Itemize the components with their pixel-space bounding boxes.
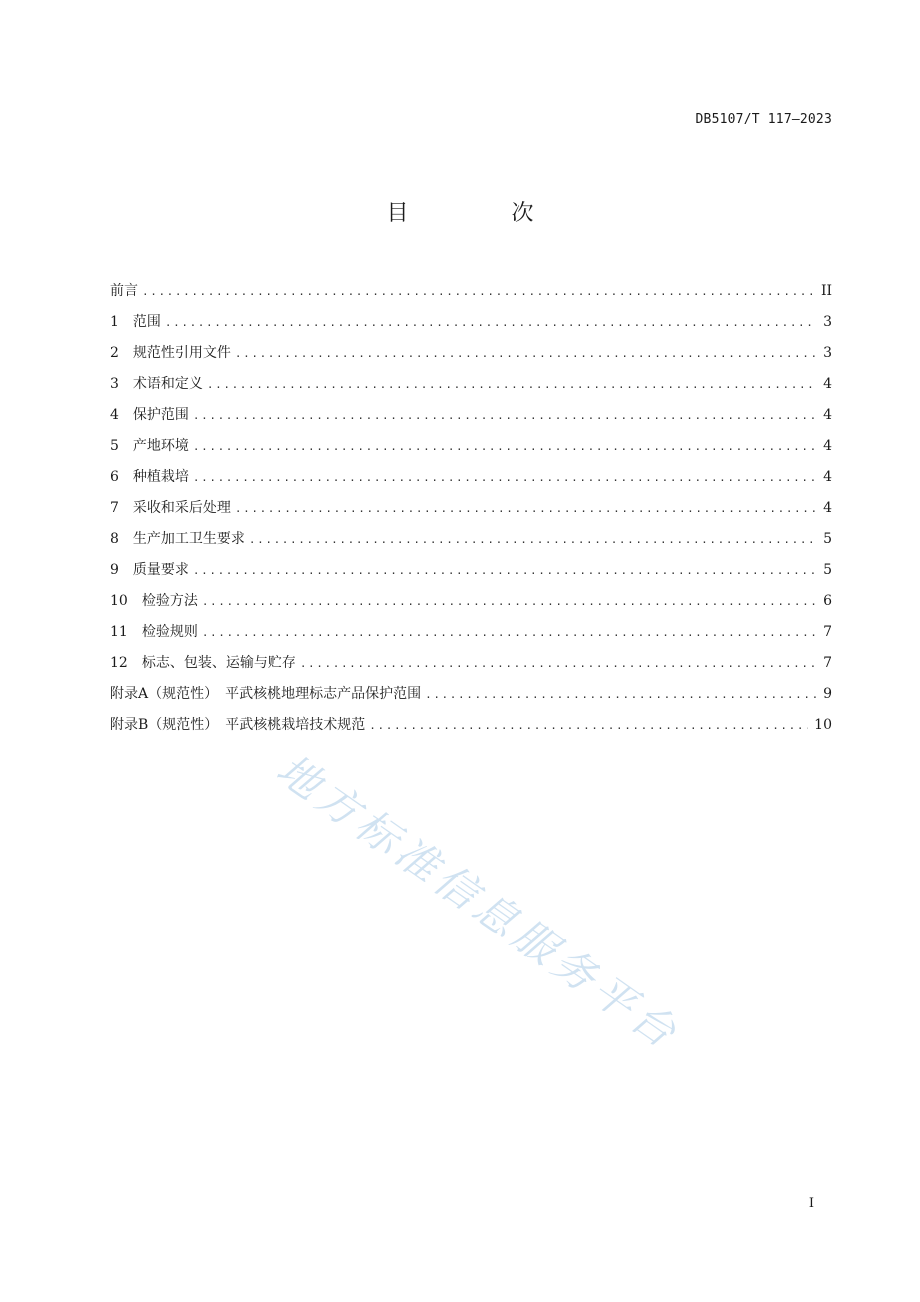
- toc-dot-leader: [193, 471, 816, 484]
- toc-entry-foreword[interactable]: [110, 280, 832, 311]
- toc-entry-label: 12 标志、包装、运输与贮存: [110, 655, 296, 671]
- toc-dot-leader: [235, 502, 816, 515]
- toc-dot-leader: [165, 316, 816, 329]
- table-of-contents: [110, 280, 832, 745]
- watermark-text: 地方标准信息服务平台: [267, 744, 690, 1060]
- toc-entry-page: 9: [823, 686, 832, 702]
- toc-entry-page: 10: [814, 717, 832, 733]
- toc-entry-9[interactable]: [110, 559, 832, 590]
- toc-entry-label: 9 质量要求: [110, 562, 189, 578]
- toc-entry-label: 附录A（规范性） 平武核桃地理标志产品保护范围: [110, 686, 422, 702]
- toc-entry-label: 1 范围: [110, 314, 161, 330]
- toc-entry-page: 4: [823, 407, 832, 423]
- toc-entry-12[interactable]: [110, 652, 832, 683]
- toc-entry-page: 5: [823, 562, 832, 578]
- toc-entry-4[interactable]: [110, 404, 832, 435]
- toc-entry-page: 3: [823, 314, 832, 330]
- toc-entry-appendix-b[interactable]: [110, 714, 832, 745]
- toc-entry-1[interactable]: [110, 311, 832, 342]
- page-title: 目 次: [386, 201, 582, 226]
- toc-entry-page: 4: [823, 438, 832, 454]
- toc-entry-6[interactable]: [110, 466, 832, 497]
- toc-entry-label: 8 生产加工卫生要求: [110, 531, 245, 547]
- toc-entry-5[interactable]: [110, 435, 832, 466]
- toc-dot-leader: [369, 719, 808, 732]
- toc-entry-appendix-a[interactable]: [110, 683, 832, 714]
- toc-entry-10[interactable]: [110, 590, 832, 621]
- toc-entry-page: 3: [823, 345, 832, 361]
- toc-entry-page: 6: [823, 593, 832, 609]
- toc-entry-page: 7: [823, 655, 832, 671]
- toc-entry-3[interactable]: [110, 373, 832, 404]
- toc-entry-page: 4: [823, 500, 832, 516]
- toc-dot-leader: [202, 626, 816, 639]
- toc-entry-7[interactable]: [110, 497, 832, 528]
- toc-entry-2[interactable]: [110, 342, 832, 373]
- toc-entry-label: 3 术语和定义: [110, 376, 203, 392]
- toc-entry-label: 4 保护范围: [110, 407, 189, 423]
- toc-entry-page: 4: [823, 376, 832, 392]
- document-code: DB5107/T 117—2023: [695, 112, 832, 127]
- toc-entry-page: 4: [823, 469, 832, 485]
- toc-dot-leader: [249, 533, 816, 546]
- toc-entry-label: 附录B（规范性） 平武核桃栽培技术规范: [110, 717, 366, 733]
- toc-entry-page: II: [820, 283, 832, 299]
- toc-entry-label: 5 产地环境: [110, 438, 189, 454]
- toc-entry-11[interactable]: [110, 621, 832, 652]
- toc-entry-label: 前言: [110, 283, 138, 299]
- toc-dot-leader: [193, 440, 816, 453]
- toc-entry-label: 6 种植栽培: [110, 469, 189, 485]
- toc-entry-page: 7: [823, 624, 832, 640]
- toc-entry-8[interactable]: [110, 528, 832, 559]
- toc-entry-page: 5: [823, 531, 832, 547]
- toc-entry-label: 10 检验方法: [110, 593, 198, 609]
- toc-dot-leader: [202, 595, 816, 608]
- toc-dot-leader: [207, 378, 816, 391]
- toc-dot-leader: [300, 657, 816, 670]
- page-number: I: [808, 1196, 814, 1211]
- toc-dot-leader: [193, 409, 816, 422]
- toc-dot-leader: [425, 688, 816, 701]
- toc-dot-leader: [235, 347, 816, 360]
- toc-dot-leader: [142, 285, 815, 298]
- toc-dot-leader: [193, 564, 816, 577]
- toc-entry-label: 11 检验规则: [110, 624, 198, 640]
- toc-entry-label: 2 规范性引用文件: [110, 345, 231, 361]
- toc-entry-label: 7 采收和采后处理: [110, 500, 231, 516]
